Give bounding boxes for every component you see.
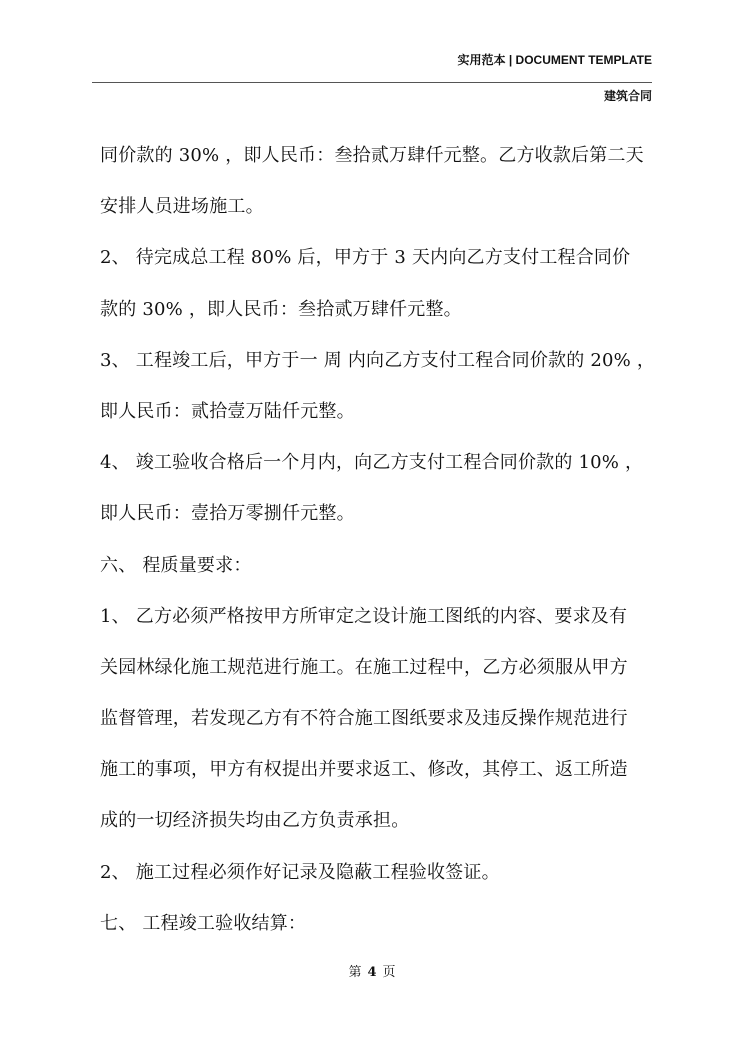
- body-line: 监督管理，若发现乙方有不符合施工图纸要求及违反操作规范进行: [100, 708, 628, 730]
- document-header-title: 实用范本 | DOCUMENT TEMPLATE: [457, 53, 652, 67]
- header-divider: [92, 82, 652, 83]
- section-heading: 七、 工程竣工验收结算：: [100, 912, 307, 934]
- body-line: 即人民币：贰拾壹万陆仟元整。: [100, 400, 355, 422]
- body-line: 成的一切经济损失均由乙方负责承担。: [100, 810, 410, 832]
- body-line: 4、 竣工验收合格后一个月内，向乙方支付工程合同价款的 10% ，: [100, 452, 644, 474]
- body-line: 关园林绿化施工规范进行施工。在施工过程中，乙方必须服从甲方: [100, 656, 628, 678]
- body-line: 即人民币：壹拾万零捌仟元整。: [100, 503, 355, 525]
- document-body: [100, 136, 660, 955]
- body-line: 同价款的 30% ，即人民币：叁拾贰万肆仟元整。乙方收款后第二天: [100, 145, 644, 166]
- body-line: 2、 施工过程必须作好记录及隐蔽工程验收签证。: [100, 861, 500, 883]
- page-number: 4: [367, 965, 377, 980]
- document-category-label: 建筑合同: [603, 89, 652, 103]
- body-line: 1、 乙方必须严格按甲方所审定之设计施工图纸的内容、要求及有: [100, 605, 628, 627]
- section-heading: 六、 程质量要求：: [100, 554, 252, 576]
- body-line: 2、 待完成总工程 80% 后，甲方于 3 天内向乙方支付工程合同价: [100, 247, 631, 269]
- page-number-footer: [0, 964, 744, 982]
- page-suffix: 页: [382, 965, 396, 980]
- body-line: 安排人员进场施工。: [100, 196, 264, 218]
- page-prefix: 第: [348, 965, 362, 980]
- body-line: 施工的事项，甲方有权提出并要求返工、修改，其停工、返工所造: [100, 759, 628, 781]
- body-line: 3、 工程竣工后，甲方于一 周 内向乙方支付工程合同价款的 20% ，: [100, 349, 656, 371]
- body-line: 款的 30% ，即人民币：叁拾贰万肆仟元整。: [100, 298, 462, 320]
